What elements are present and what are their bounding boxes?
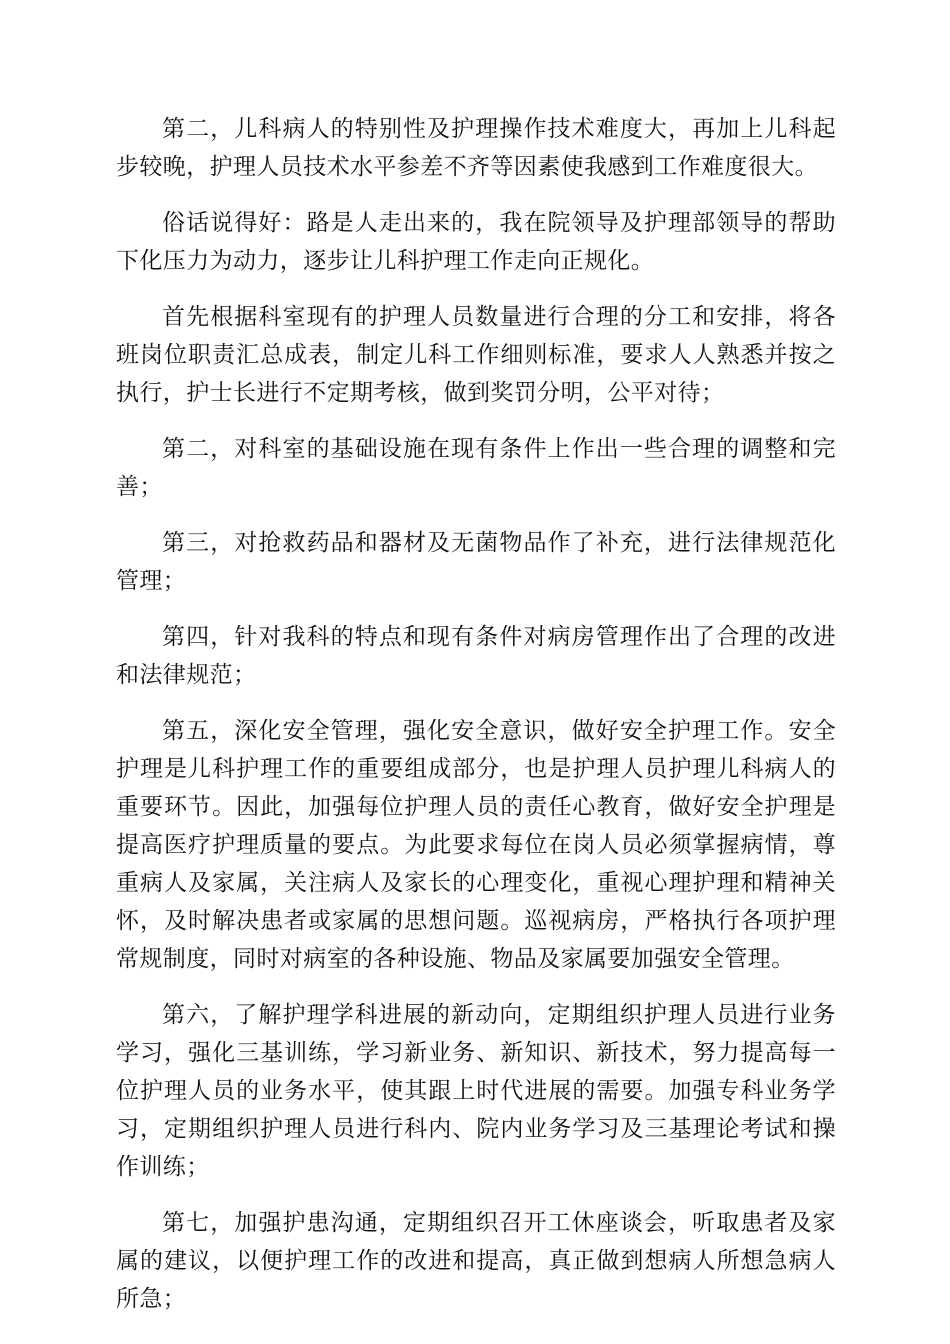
paragraph-7: 第五，深化安全管理，强化安全意识，做好安全护理工作。安全护理是儿科护理工作的重要组成部分，也是护理人员护理儿科病人的重要环节。因此，加强每位护理人员的责任心教育，做好安全护理是提高医疗护理质量的要点。为此要求每位在岗人员必须掌握病情，尊重病人及家属，关注病人及家长的心理变化，重视心理护理和精神关怀，及时解决患者或家属的思想问题。巡视病房，严格执行各项护理常规制度，同时对病室的各种设施、物品及家属要加强安全管理。 bbox=[116, 718, 836, 972]
paragraph-4: 第二，对科室的基础设施在现有条件上作出一些合理的调整和完善； bbox=[116, 436, 836, 500]
document-body bbox=[116, 110, 836, 1336]
paragraph-6: 第四，针对我科的特点和现有条件对病房管理作出了合理的改进和法律规范； bbox=[116, 624, 836, 688]
paragraph-2: 俗话说得好：路是人走出来的，我在院领导及护理部领导的帮助下化压力为动力，逐步让儿科护理工作走向正规化。 bbox=[116, 210, 836, 274]
paragraph-3: 首先根据科室现有的护理人员数量进行合理的分工和安排，将各班岗位职责汇总成表，制定儿科工作细则标准，要求人人熟悉并按之执行，护士长进行不定期考核，做到奖罚分明，公平对待； bbox=[116, 304, 836, 406]
paragraph-5: 第三，对抢救药品和器材及无菌物品作了补充，进行法律规范化管理； bbox=[116, 530, 836, 594]
paragraph-1: 第二，儿科病人的特别性及护理操作技术难度大，再加上儿科起步较晚，护理人员技术水平参差不齐等因素使我感到工作难度很大。 bbox=[116, 116, 836, 180]
paragraph-8: 第六，了解护理学科进展的新动向，定期组织护理人员进行业务学习，强化三基训练，学习新业务、新知识、新技术，努力提高每一位护理人员的业务水平，使其跟上时代进展的需要。加强专科业务学习，定期组织护理人员进行科内、院内业务学习及三基理论考试和操作训练； bbox=[116, 1002, 836, 1180]
paragraph-9: 第七，加强护患沟通，定期组织召开工休座谈会，听取患者及家属的建议，以便护理工作的改进和提高，真正做到想病人所想急病人所急； bbox=[116, 1210, 836, 1312]
